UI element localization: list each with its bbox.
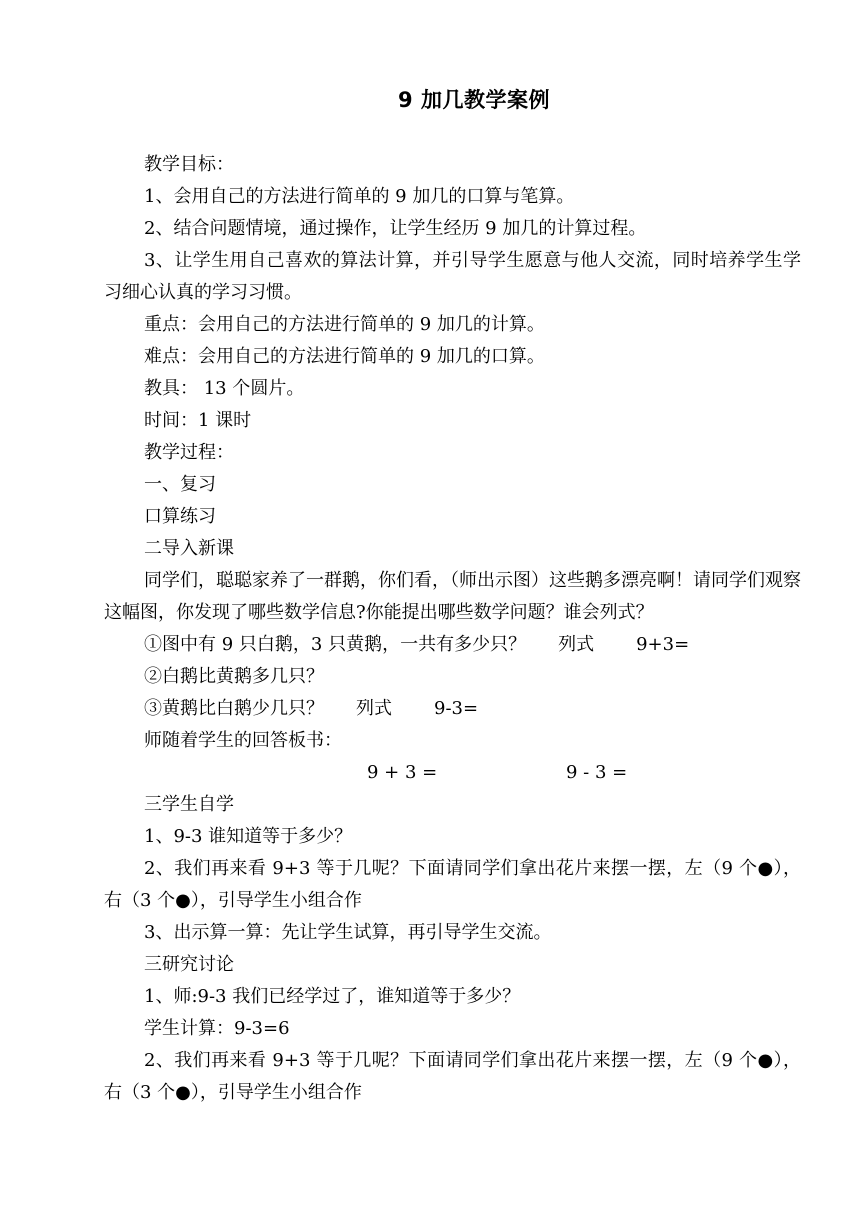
section-new-lesson: 二导入新课 [144,538,234,559]
discussion-2: 2、我们再来看 9+3 等于几呢？下面请同学们拿出花片来摆一摆，左（9 个●），右（3 个●），引导学生小组合作 [104,1050,801,1103]
question-1-text: ①图中有 9 只白鹅，3 只黄鹅，一共有多少只？ [144,634,527,655]
board-expression-addition: 9 + 3 = [367,762,438,783]
teaching-aids: 教具： 13 个圆片。 [144,378,305,399]
objective-1: 1、会用自己的方法进行简单的 9 加几的口算与笔算。 [144,186,575,207]
intro-paragraph: 同学们，聪聪家养了一群鹅，你们看，（师出示图）这些鹅多漂亮啊！请同学们观察这幅图，你发现了哪些数学信息?你能提出哪些数学问题？谁会列式？ [104,570,801,623]
objective-2: 2、结合问题情境，通过操作，让学生经历 9 加几的计算过程。 [144,218,647,239]
question-1 [104,629,801,661]
section-discussion: 三研究讨论 [144,954,234,975]
question-2: ②白鹅比黄鹅多几只？ [144,666,324,687]
student-calculation: 学生计算：9-3=6 [144,1018,290,1039]
section-review: 一、复习 [144,474,216,495]
board-expression-subtraction: 9 - 3 = [566,762,628,783]
question-3-text: ③黄鹅比白鹅少几只？ [144,698,324,719]
section-self-study: 三学生自学 [144,794,234,815]
lesson-time: 时间：1 课时 [144,410,252,431]
oral-practice: 口算练习 [144,506,216,527]
question-3-label: 列式 [356,698,392,719]
objective-3: 3、让学生用自己喜欢的算法计算，并引导学生愿意与他人交流，同时培养学生学习细心认真的学习习惯。 [104,250,801,303]
self-study-2: 2、我们再来看 9+3 等于几呢？下面请同学们拿出花片来摆一摆，左（9 个●），右（3 个●），引导学生小组合作 [104,858,801,911]
discussion-1: 1、师:9-3 我们已经学过了，谁知道等于多少？ [144,986,521,1007]
document-body [104,149,801,1109]
question-1-label: 列式 [558,634,595,655]
document-title: 9 加几教学案例 [398,88,550,112]
question-1-expression: 9+3= [636,634,690,655]
board-intro: 师随着学生的回答板书： [144,730,342,751]
objectives-heading: 教学目标： [144,154,234,175]
process-heading: 教学过程： [144,442,234,463]
difficult-point: 难点：会用自己的方法进行简单的 9 加几的口算。 [144,346,545,367]
key-point: 重点：会用自己的方法进行简单的 9 加几的计算。 [144,314,545,335]
question-3-expression: 9-3= [434,698,479,719]
self-study-1: 1、9-3 谁知道等于多少？ [144,826,353,847]
question-3 [104,693,801,725]
self-study-3: 3、出示算一算：先让学生试算，再引导学生交流。 [144,922,552,943]
board-expressions [104,757,801,789]
